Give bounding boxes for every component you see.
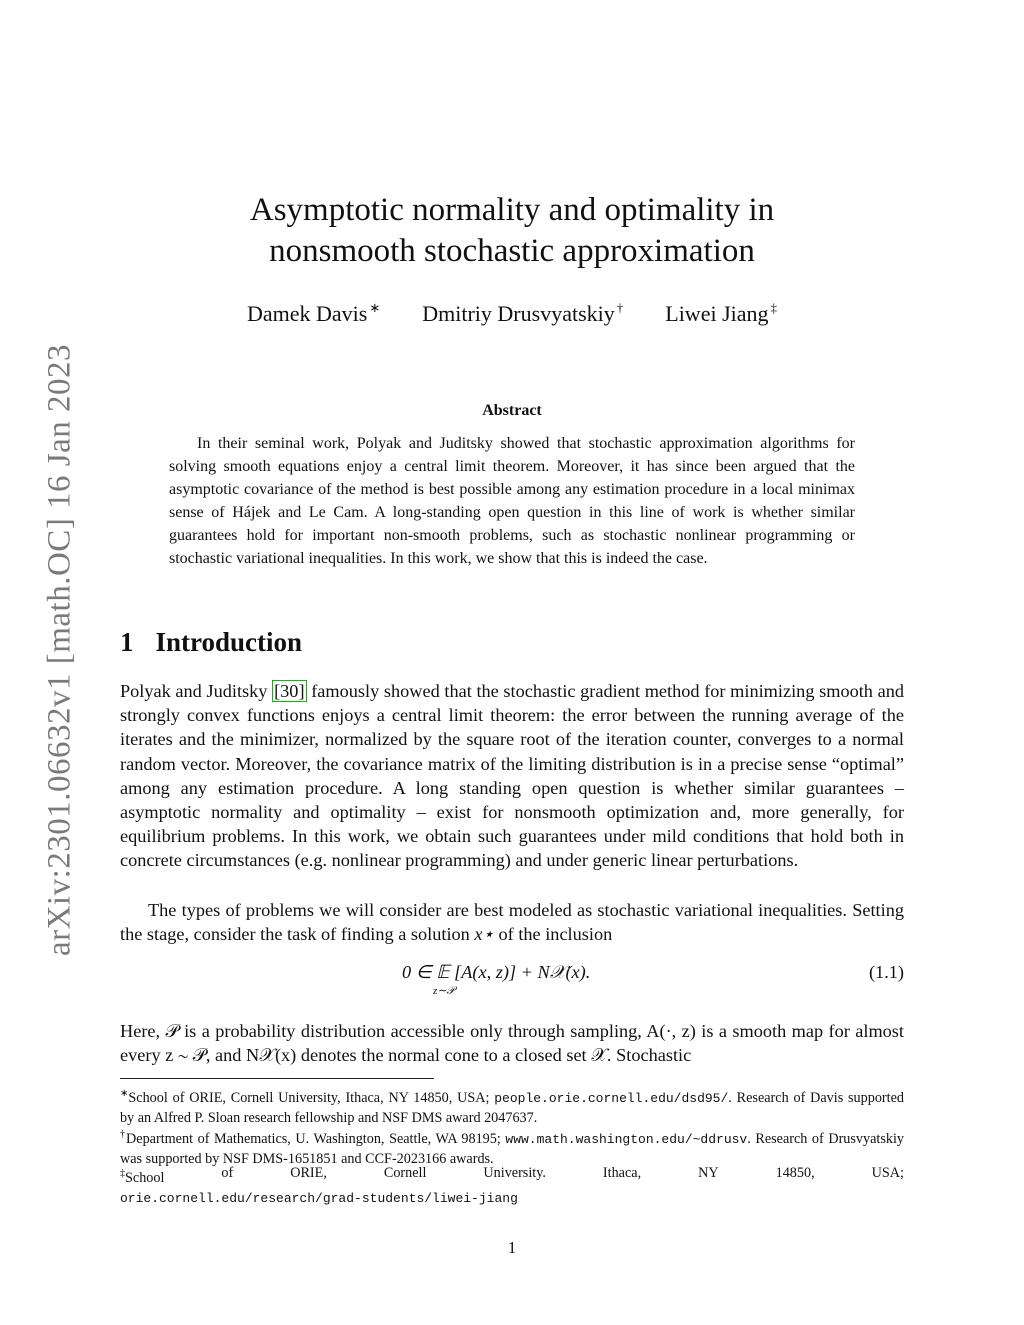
- author-jiang: Liwei Jiang ‡: [665, 300, 778, 326]
- page-number: 1: [507, 1238, 517, 1257]
- author-footnote-mark[interactable]: ∗: [369, 300, 381, 315]
- footnote-jiang-line-1: ‡School of ORIE, Cornell University. Ithaca, NY 14850, USA;: [120, 1165, 904, 1186]
- footnote-drusvyatskiy: †Department of Mathematics, U. Washington, Seattle, WA 98195; www.math.washington.edu/~ddrusv. Research of Drusvyatskiy was supported by NSF DMS-1651851 and CCF-2023166 awards.: [120, 1129, 904, 1167]
- footnote-divider: [120, 1078, 434, 1079]
- footnote-url-jiang[interactable]: orie.cornell.edu/research/grad-students/liwei-jiang: [120, 1190, 518, 1206]
- author-list: [120, 300, 904, 327]
- author-davis: Damek Davis ∗: [246, 300, 381, 326]
- title-line-2: nonsmooth stochastic approximation: [269, 233, 755, 269]
- footnote-url-davis[interactable]: people.orie.cornell.edu/dsd95/: [494, 1091, 729, 1106]
- section-number: 1: [120, 627, 134, 657]
- expectation-subscript: z∼𝒫: [433, 985, 455, 997]
- section-title: Introduction: [155, 627, 303, 657]
- paper-title: [120, 190, 904, 272]
- footnote-url-drusvyatskiy[interactable]: www.math.washington.edu/~ddrusv: [505, 1132, 748, 1147]
- equation-number: (1.1): [868, 962, 904, 982]
- author-footnote-mark[interactable]: †: [616, 300, 624, 315]
- footnote-jiang: [120, 1164, 904, 1209]
- footnote-davis: ∗School of ORIE, Cornell University, Ithaca, NY 14850, USA; people.orie.cornell.edu/dsd95/. Research of Davis supported by an Alfred P. Sloan research fellowship and NSF DMS award 2047637.: [120, 1088, 904, 1126]
- author-footnote-mark[interactable]: ‡: [770, 300, 778, 315]
- section-heading-introduction: [120, 627, 302, 658]
- arxiv-identifier-stamp: arXiv:2301.06632v1 [math.OC] 16 Jan 2023: [41, 343, 78, 957]
- abstract-text: In their seminal work, Polyak and Juditsky showed that stochastic approximation algorithms for solving smooth equations enjoy a central limit theorem. Moreover, it has since been argued that the asymptotic covariance of the method is best possible among any estimation procedure in a local minimax sense of Hájek and Le Cam. A long-standing open question in this line of work is whether similar guarantees hold for important non-smooth problems, such as stochastic nonlinear programming or stochastic variational inequalities. In this work, we show that this is indeed the case.: [169, 435, 855, 567]
- intro-paragraph-2: The types of problems we will consider are best modeled as stochastic variational inequalities. Setting the stage, consider the task of finding a solution x⋆ of the inclusion: [120, 900, 904, 945]
- abstract-heading: Abstract: [482, 402, 542, 419]
- author-drusvyatskiy: Dmitriy Drusvyatskiy †: [422, 300, 624, 326]
- equation-body: 0 ∈ 𝔼 [A(x, z)] + N𝒳(x).: [402, 962, 591, 982]
- inline-math-x-star: x⋆: [474, 924, 494, 945]
- title-line-1: Asymptotic normality and optimality in: [249, 192, 775, 228]
- intro-paragraph-3: Here, 𝒫 is a probability distribution accessible only through sampling, A(·, z) is a smooth map for almost every z ∼ 𝒫, and N𝒳(x) denotes the normal cone to a closed set 𝒳. Stochastic: [120, 1021, 904, 1066]
- citation-link-30[interactable]: [30]: [274, 681, 305, 701]
- intro-paragraph-1: Polyak and Juditsky [30] famously showed that the stochastic gradient method for minimizing smooth and strongly convex functions enjoys a central limit theorem: the error between the running average of the iterates and the minimizer, normalized by the square root of the iteration counter, converges to a normal random vector. Moreover, the covariance matrix of the limiting distribution is in a precise sense “optimal” among any estimation procedure. A long standing open question is whether similar guarantees – asymptotic normality and optimality – exist for nonsmooth optimization and, more generally, for equilibrium problems. In this work, we obtain such guarantees under mild conditions that hold both in concrete circumstances (e.g. nonlinear programming) and under generic linear perturbations.: [120, 681, 904, 871]
